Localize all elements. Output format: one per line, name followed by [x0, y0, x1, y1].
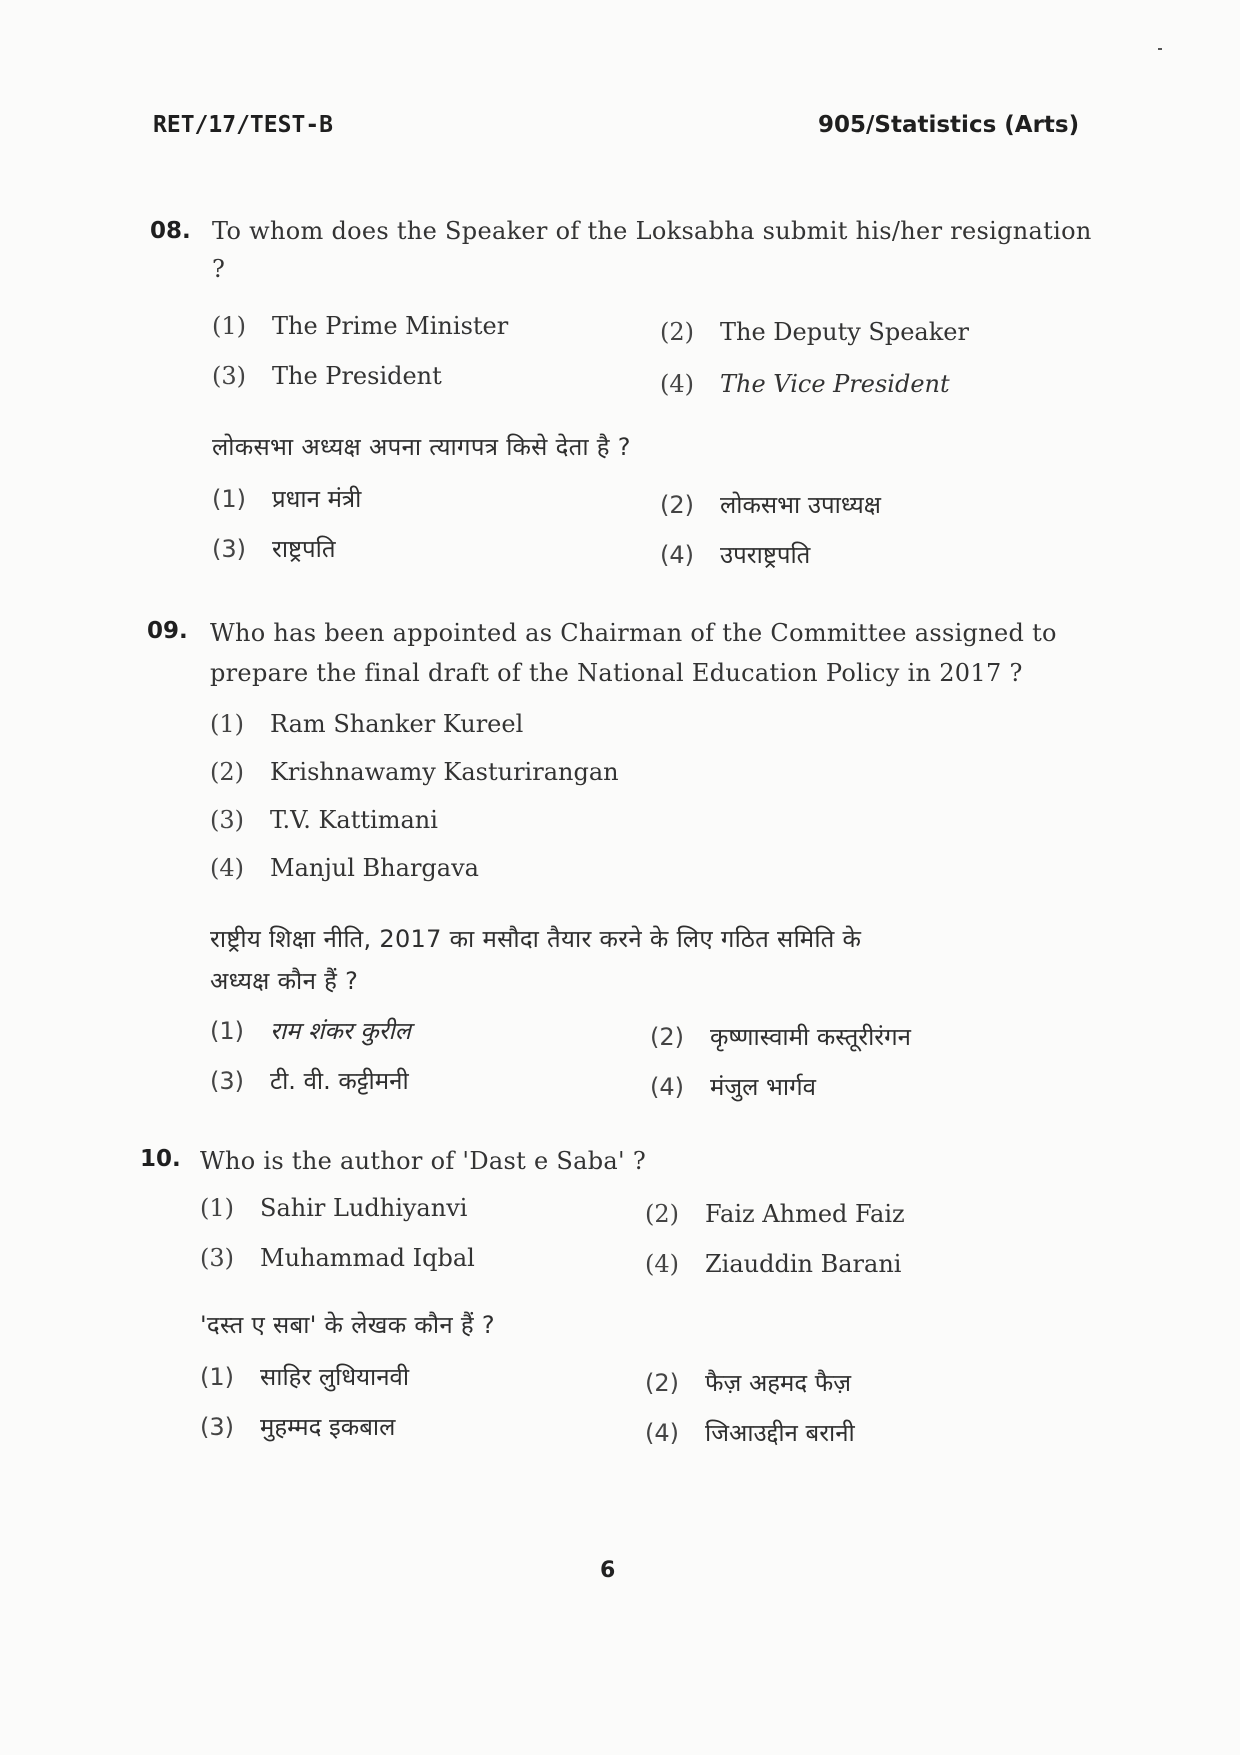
- question-text-line: Who has been appointed as Chairman of the Committee assigned to: [210, 619, 1057, 647]
- option: [210, 806, 438, 834]
- option: [210, 758, 619, 786]
- option-number: (3): [200, 1244, 234, 1272]
- option: [660, 318, 969, 346]
- option-number: (3): [212, 535, 246, 563]
- option-number: (1): [200, 1363, 234, 1391]
- option-text: टी. वी. कट्टीमनी: [270, 1067, 409, 1095]
- question-text-hindi-line: राष्ट्रीय शिक्षा नीति, 2017 का मसौदा तैयार करने के लिए गठित समिति के: [210, 925, 862, 953]
- option-text: Krishnawamy Kasturirangan: [270, 758, 619, 786]
- option-text: The President: [272, 362, 442, 390]
- option-text: Manjul Bhargava: [270, 854, 479, 882]
- option-text: प्रधान मंत्री: [272, 485, 362, 513]
- option-hindi: [210, 1064, 409, 1097]
- option-text: जिआउद्दीन बरानी: [705, 1419, 855, 1447]
- option-hindi: [650, 1020, 911, 1053]
- option-text: The Prime Minister: [272, 312, 509, 340]
- scan-speck: [1158, 48, 1162, 50]
- option: [210, 854, 479, 882]
- option-text: साहिर लुधियानवी: [260, 1363, 410, 1391]
- option-hindi: [212, 482, 361, 515]
- paper-subject: 905/Statistics (Arts): [818, 112, 1080, 138]
- option-text: राम शंकर कुरील: [270, 1017, 411, 1045]
- option-number: (1): [210, 1017, 244, 1045]
- option-number: (4): [660, 541, 694, 569]
- option-number: (4): [645, 1419, 679, 1447]
- question-text: To whom does the Speaker of the Loksabha submit his/her resignation ?: [212, 217, 1092, 283]
- option-number: (1): [212, 485, 246, 513]
- option: [200, 1194, 467, 1222]
- option-hindi: [660, 538, 810, 571]
- question-text: Who is the author of 'Dast e Saba' ?: [200, 1147, 647, 1175]
- option-number: (4): [650, 1073, 684, 1101]
- option: [660, 370, 950, 398]
- option-text: The Vice President: [720, 370, 950, 398]
- question-text-line: prepare the final draft of the National Education Policy in 2017 ?: [210, 659, 1023, 687]
- option-number: (4): [645, 1250, 679, 1278]
- option-hindi: [200, 1410, 395, 1443]
- option-number: (3): [200, 1413, 234, 1441]
- question-number: 09.: [147, 618, 188, 644]
- option-number: (1): [200, 1194, 234, 1222]
- option-text: उपराष्ट्रपति: [720, 541, 811, 569]
- option-text: फैज़ अहमद फैज़: [705, 1369, 852, 1397]
- option-hindi: [210, 1014, 411, 1047]
- option-number: (2): [645, 1369, 679, 1397]
- question-text-hindi-line: अध्यक्ष कौन हैं ?: [210, 967, 359, 995]
- question-text-hindi: लोकसभा अध्यक्ष अपना त्यागपत्र किसे देता है ?: [212, 433, 631, 461]
- option: [645, 1250, 901, 1278]
- option: [212, 362, 442, 390]
- option-text: Faiz Ahmed Faiz: [705, 1200, 905, 1228]
- option-text: कृष्णास्वामी कस्तूरीरंगन: [710, 1023, 911, 1051]
- option-text: राष्ट्रपति: [272, 535, 336, 563]
- option: [210, 710, 523, 738]
- paper-code: RET/17/TEST-B: [153, 112, 334, 138]
- option-text: Ziauddin Barani: [705, 1250, 902, 1278]
- option-text: Sahir Ludhiyanvi: [260, 1194, 468, 1222]
- option: [212, 312, 508, 340]
- option-number: (1): [210, 710, 244, 738]
- question-number: 08.: [150, 218, 191, 244]
- option-text: Muhammad Iqbal: [260, 1244, 475, 1272]
- option-hindi: [200, 1360, 409, 1393]
- option-hindi: [650, 1070, 816, 1103]
- option-text: मुहम्मद इकबाल: [260, 1413, 396, 1441]
- option-hindi: [645, 1366, 851, 1399]
- option-number: (3): [212, 362, 246, 390]
- option: [645, 1200, 905, 1228]
- question-text-hindi: 'दस्त ए सबा' के लेखक कौन हैं ?: [200, 1311, 495, 1339]
- option-text: The Deputy Speaker: [720, 318, 969, 346]
- option-hindi: [645, 1416, 855, 1449]
- page-number: 6: [600, 1558, 616, 1583]
- option-hindi: [660, 488, 881, 521]
- option: [200, 1244, 475, 1272]
- option-number: (2): [660, 491, 694, 519]
- option-number: (3): [210, 1067, 244, 1095]
- option-text: T.V. Kattimani: [270, 806, 438, 834]
- question-number: 10.: [140, 1146, 181, 1172]
- option-number: (4): [660, 370, 694, 398]
- option-number: (2): [645, 1200, 679, 1228]
- option-number: (2): [210, 758, 244, 786]
- option-text: Ram Shanker Kureel: [270, 710, 524, 738]
- option-number: (2): [660, 318, 694, 346]
- option-hindi: [212, 532, 336, 565]
- option-number: (3): [210, 806, 244, 834]
- option-number: (2): [650, 1023, 684, 1051]
- option-number: (1): [212, 312, 246, 340]
- option-text: लोकसभा उपाध्यक्ष: [720, 491, 882, 519]
- option-number: (4): [210, 854, 244, 882]
- option-text: मंजुल भार्गव: [710, 1073, 817, 1101]
